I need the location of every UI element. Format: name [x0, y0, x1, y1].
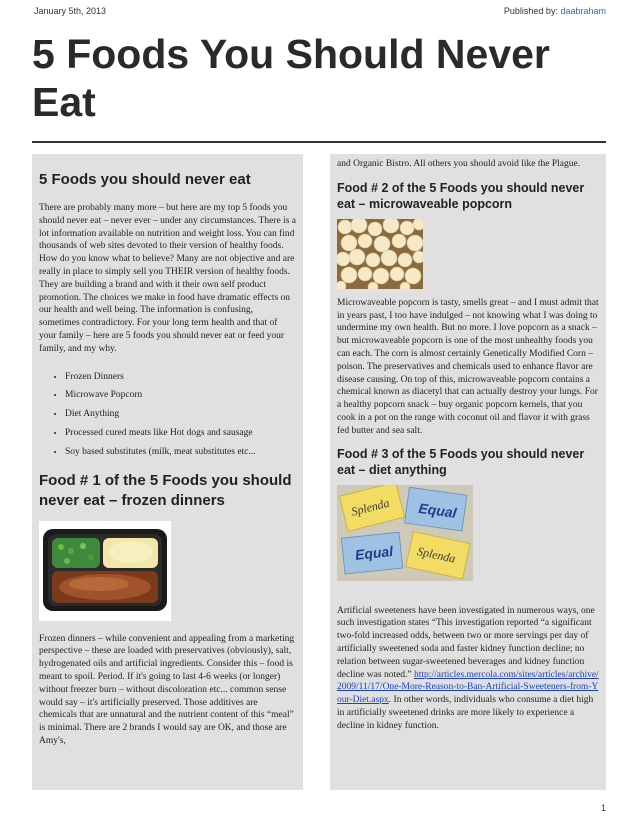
title-divider [32, 141, 606, 143]
frozen-dinner-image [39, 521, 171, 621]
right-column [330, 154, 606, 790]
foods-list [39, 371, 296, 459]
continued-paragraph: and Organic Bistro. All others you should avoid like the Plague. [337, 159, 581, 169]
food1-paragraph: Frozen dinners – while convenient and appealing from a marketing perspective – these are loaded with preservatives (obviously), salt, hydrogenated oils and artificial ingredients. Consider this – food is meant to spoil. Period. If it's going to last 4-6 weeks (or longer) without freezer burn – without discoloration etc... common sense would say – it's artificially preserved. Those additives are chemicals that are unnatural and the nutrient content of this “meal” is minimal. There are 2 brands I would say are OK, and those are Amy's, [39, 633, 295, 746]
published-by [504, 6, 606, 16]
mercola-article-link[interactable]: http://articles.mercola.com/sites/articles/archive/2009/11/17/One-More-Reason-to-Ban-Artificial-Sweeteners-from-Your-Diet.aspx [337, 669, 599, 706]
page-number: 1 [600, 803, 606, 813]
list-item: • Soy based substitutes (milk, meat substitutes etc... [65, 446, 296, 459]
left-column [32, 154, 303, 790]
section-heading-intro: 5 Foods you should never eat [39, 171, 251, 188]
published-by-label: Published by: [503, 6, 561, 16]
publish-date: January 5th, 2013 [34, 6, 107, 16]
packet-label: Splenda [349, 495, 391, 519]
list-item: • Microwave Popcorn [65, 389, 296, 402]
section-heading-food1: Food # 1 of the 5 Foods you should never eat – frozen dinners [39, 471, 292, 509]
section-heading-food3: Food # 3 of the 5 Foods you should never eat – diet anything [337, 446, 585, 477]
food3-text-after: . In other words, individuals who consume a diet high in artificially sweetened drinks are more likely to experience a decline in kidney function. [337, 695, 594, 731]
packet-label: Equal [417, 499, 458, 521]
intro-paragraph: There are probably many more – but here are my top 5 foods you should never eat – never ever – under any circumstances. There is a lot information available on nutrition and weight loss. You can find thousands of web sites devoted to their version of healthy foods. How do you know what to believe? Many are not objective and are really in place to simply sell you THEIR version of healthy foods. They are building a brand and with it their own self product promotion. The choices we make in food have dramatic effects on our health and well being. The information is confusing, sometimes contradictory. For your long term health and that of your family – here are 5 foods you should never eat or feed your family, and my why. [39, 203, 297, 354]
page-title: 5 Foods You Should Never Eat [32, 31, 550, 125]
list-item: • Frozen Dinners [65, 371, 296, 384]
sweetener-packets-image [337, 485, 473, 581]
page-header [34, 6, 606, 20]
packet-label: Equal [354, 542, 394, 563]
section-heading-food2: Food # 2 of the 5 Foods you should never eat – microwaveable popcorn [337, 180, 585, 211]
packet-label: Splenda [415, 543, 457, 566]
author-link[interactable]: daabraham [560, 6, 606, 16]
food3-text-before: Artificial sweeteners have been investigated in numerous ways, one such investigation states “This investigation reported “a significant two-fold increased odds, between two or more servings per day of artificially sweetened soda and faster kidney function decline; no relation between sugar-sweetened beverages and kidney function decline was noted.” [337, 605, 595, 680]
list-item: • Diet Anything [65, 408, 296, 421]
popcorn-image [337, 219, 423, 289]
food3-paragraph [337, 605, 599, 733]
list-item: • Processed cured meats like Hot dogs and sausage [65, 427, 296, 440]
food2-paragraph: Microwaveable popcorn is tasty, smells great – and I must admit that in years past, I too have indulged – not knowing what I was doing to undermine my own health. But no more. I love popcorn as a snack – but microwaveable popcorn is one of the most unhealthy foods you can each. The corn is almost certainly Genetically Modified Corn – poison. The preservatives and chemicals used to enhance flavor are disease causing. On top of this, microwaveable popcorn contains a chemical known as diacetyl that can actually destroy your lungs. For a healthy popcorn snack – buy organic popcorn kernels, that you cook in a pot on the range with coconut oil and flavor it with grass fed butter and sea salt. [337, 297, 599, 436]
